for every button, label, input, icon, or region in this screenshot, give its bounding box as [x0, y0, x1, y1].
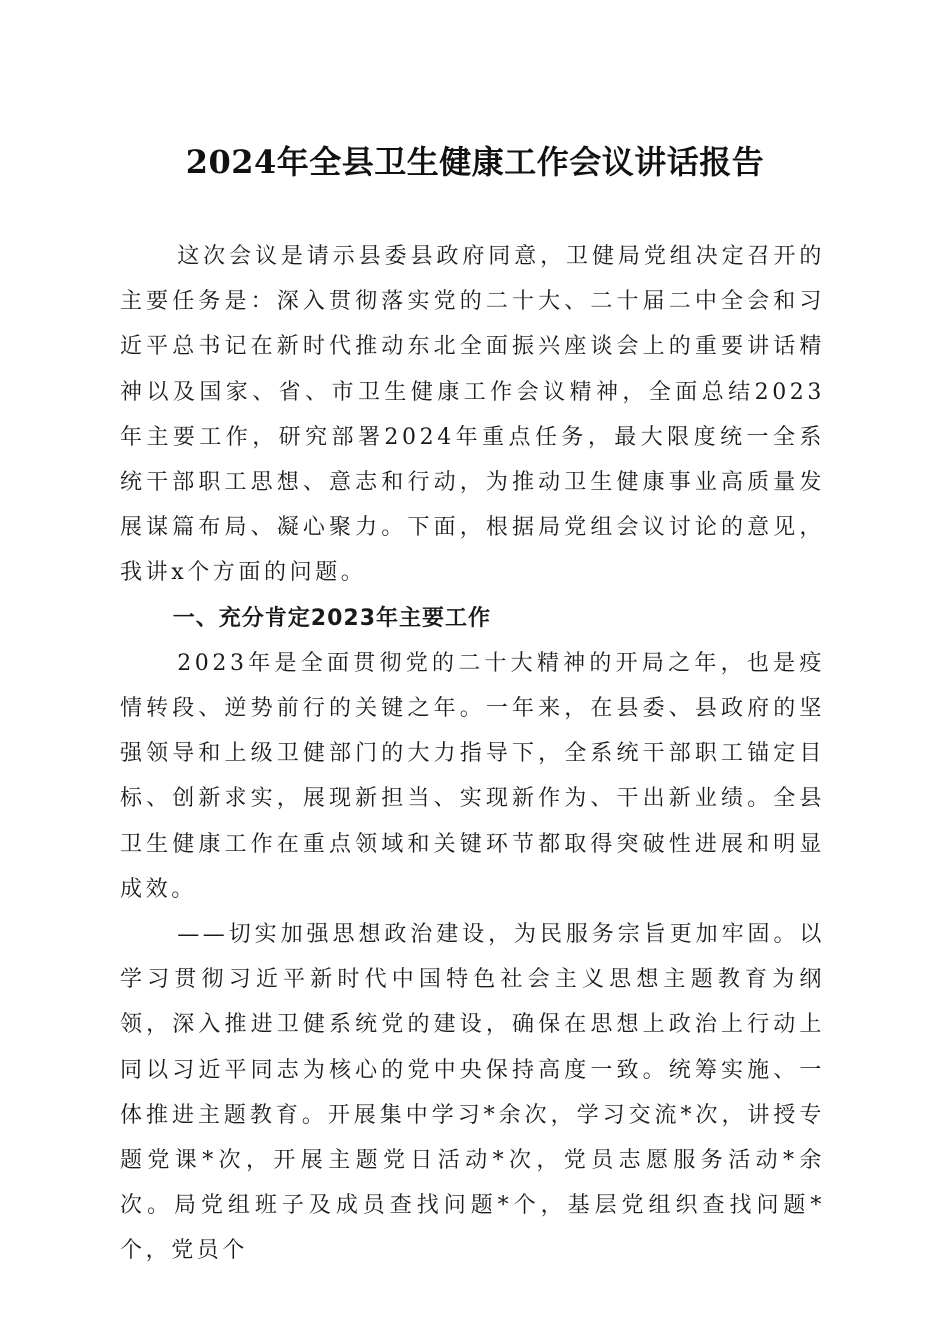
- document-title: 2024年全县卫生健康工作会议讲话报告: [185, 143, 765, 181]
- political-construction-paragraph: ——切实加强思想政治建设，为民服务宗旨更加牢固。以学习贯彻习近平新时代中国特色社会主义思想主题教育为纲领，深入推进卫健系统党的建设，确保在思想上政治上行动上同以习近平同志为核心的党中央保持高度一致。统筹实施、一体推进主题教育。开展集中学习*余次，学习交流*次，讲授专题党课*次，开展主题党日活动*次，党员志愿服务活动*余次。局党组班子及成员查找问题*个，基层党组织查找问题*个，党员个: [120, 922, 825, 1264]
- document-body: [120, 234, 825, 1274]
- section-heading: 一、充分肯定2023年主要工作: [172, 605, 492, 631]
- summary-paragraph: 2023年是全面贯彻党的二十大精神的开局之年，也是疫情转段、逆势前行的关键之年。一年来，在县委、县政府的坚强领导和上级卫健部门的大力指导下，全系统干部职工锚定目标、创新求实，展现新担当、实现新作为、干出新业绩。全县卫生健康工作在重点领域和关键环节都取得突破性进展和明显成效。: [120, 650, 825, 902]
- intro-paragraph: 这次会议是请示县委县政府同意，卫健局党组决定召开的主要任务是：深入贯彻落实党的二十大、二十届二中全会和习近平总书记在新时代推动东北全面振兴座谈会上的重要讲话精神以及国家、省、市卫生健康工作会议精神，全面总结2023年主要工作，研究部署2024年重点任务，最大限度统一全系统干部职工思想、意志和行动，为推动卫生健康事业高质量发展谋篇布局、凝心聚力。下面，根据局党组会议讨论的意见，我讲x个方面的问题。: [120, 244, 825, 586]
